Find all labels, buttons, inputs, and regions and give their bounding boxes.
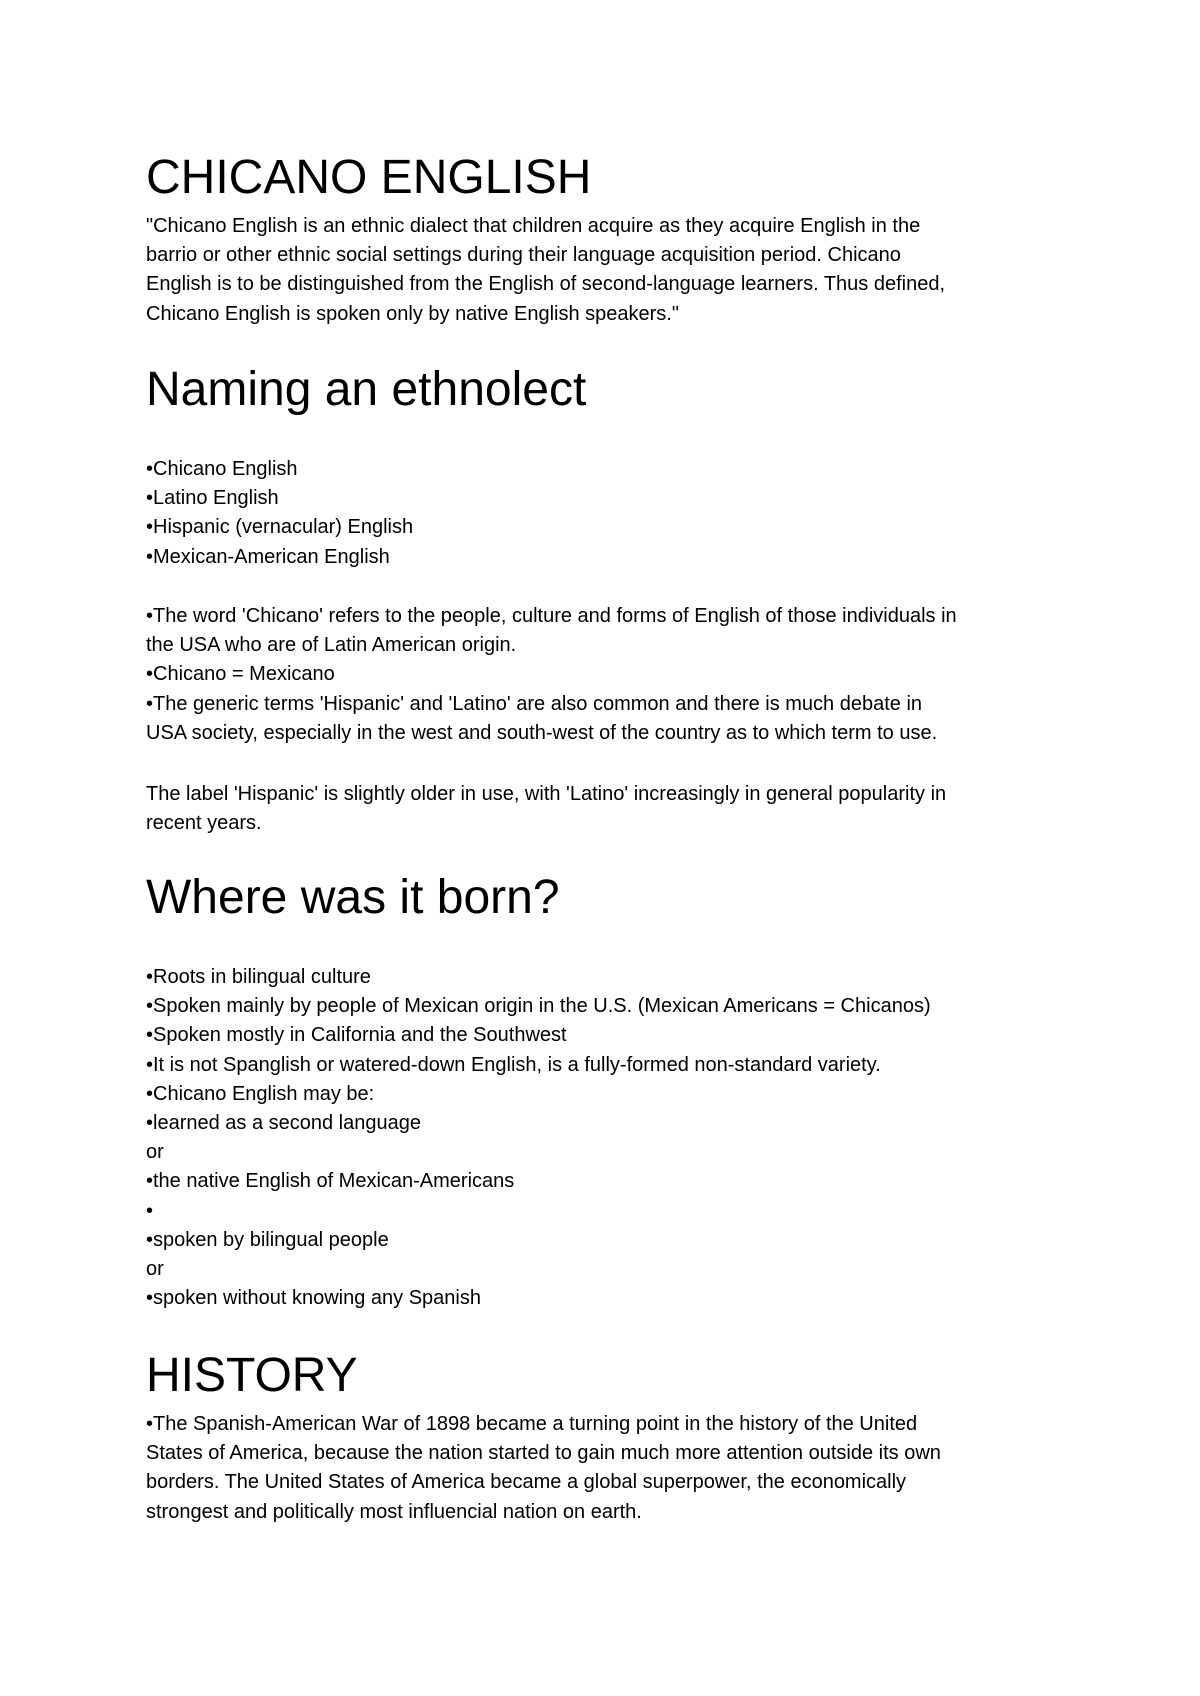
paragraph-line: The label 'Hispanic' is slightly older in use, with 'Latino' increasingly in general popularity in bbox=[146, 783, 947, 805]
note-line: USA society, especially in the west and south-west of the country as to which term to use. bbox=[146, 721, 938, 744]
list-item: or bbox=[146, 1141, 164, 1164]
label-paragraph bbox=[146, 780, 1066, 838]
document-title: CHICANO ENGLISH bbox=[146, 151, 592, 204]
note-line: •Chicano = Mexicano bbox=[146, 663, 335, 686]
list-item: •Spoken mainly by people of Mexican origin in the U.S. (Mexican Americans = Chicanos) bbox=[146, 995, 931, 1018]
list-item: •spoken without knowing any Spanish bbox=[146, 1287, 481, 1310]
intro-line: English is to be distinguished from the English of second-language learners. Thus defined, bbox=[146, 273, 946, 296]
note-line: •The generic terms 'Hispanic' and 'Latino' are also common and there is much debate in bbox=[146, 692, 923, 715]
list-item: •Hispanic (vernacular) English bbox=[146, 516, 414, 539]
paragraph-line: recent years. bbox=[146, 812, 262, 835]
naming-notes bbox=[146, 602, 1066, 748]
list-item: •Spoken mostly in California and the Southwest bbox=[146, 1024, 567, 1047]
list-item: •It is not Spanglish or watered-down English, is a fully-formed non-standard variety. bbox=[146, 1053, 881, 1076]
paragraph-line: •The Spanish-American War of 1898 became a turning point in the history of the United bbox=[146, 1413, 918, 1435]
list-item: •spoken by bilingual people bbox=[146, 1228, 389, 1251]
intro-line: Chicano English is spoken only by native English speakers." bbox=[146, 302, 679, 325]
list-item: •Chicano English may be: bbox=[146, 1082, 375, 1105]
intro-quote bbox=[146, 212, 1066, 329]
history-paragraph bbox=[146, 1410, 1066, 1527]
section-heading-born: Where was it born? bbox=[146, 871, 560, 924]
list-item: •Roots in bilingual culture bbox=[146, 966, 371, 988]
list-item: •Chicano English bbox=[146, 458, 298, 480]
born-list bbox=[146, 963, 1066, 1313]
list-item: •Mexican-American English bbox=[146, 545, 390, 568]
list-item: •learned as a second language bbox=[146, 1112, 421, 1135]
list-item: •the native English of Mexican-Americans bbox=[146, 1170, 515, 1193]
note-line: •The word 'Chicano' refers to the people, culture and forms of English of those individuals in bbox=[146, 605, 957, 627]
paragraph-line: strongest and politically most influencial nation on earth. bbox=[146, 1500, 642, 1523]
note-line: the USA who are of Latin American origin. bbox=[146, 634, 517, 657]
intro-line: barrio or other ethnic social settings during their language acquisition period. Chicano bbox=[146, 244, 901, 267]
section-heading-history: HISTORY bbox=[146, 1349, 358, 1402]
naming-list bbox=[146, 455, 1066, 572]
paragraph-line: States of America, because the nation started to gain much more attention outside its own bbox=[146, 1442, 941, 1465]
list-item: or bbox=[146, 1258, 164, 1281]
paragraph-line: borders. The United States of America became a global superpower, the economically bbox=[146, 1471, 907, 1494]
section-heading-naming: Naming an ethnolect bbox=[146, 363, 587, 416]
list-item: •Latino English bbox=[146, 487, 279, 510]
intro-line: "Chicano English is an ethnic dialect that children acquire as they acquire English in the bbox=[146, 215, 921, 237]
list-item: • bbox=[146, 1199, 154, 1222]
